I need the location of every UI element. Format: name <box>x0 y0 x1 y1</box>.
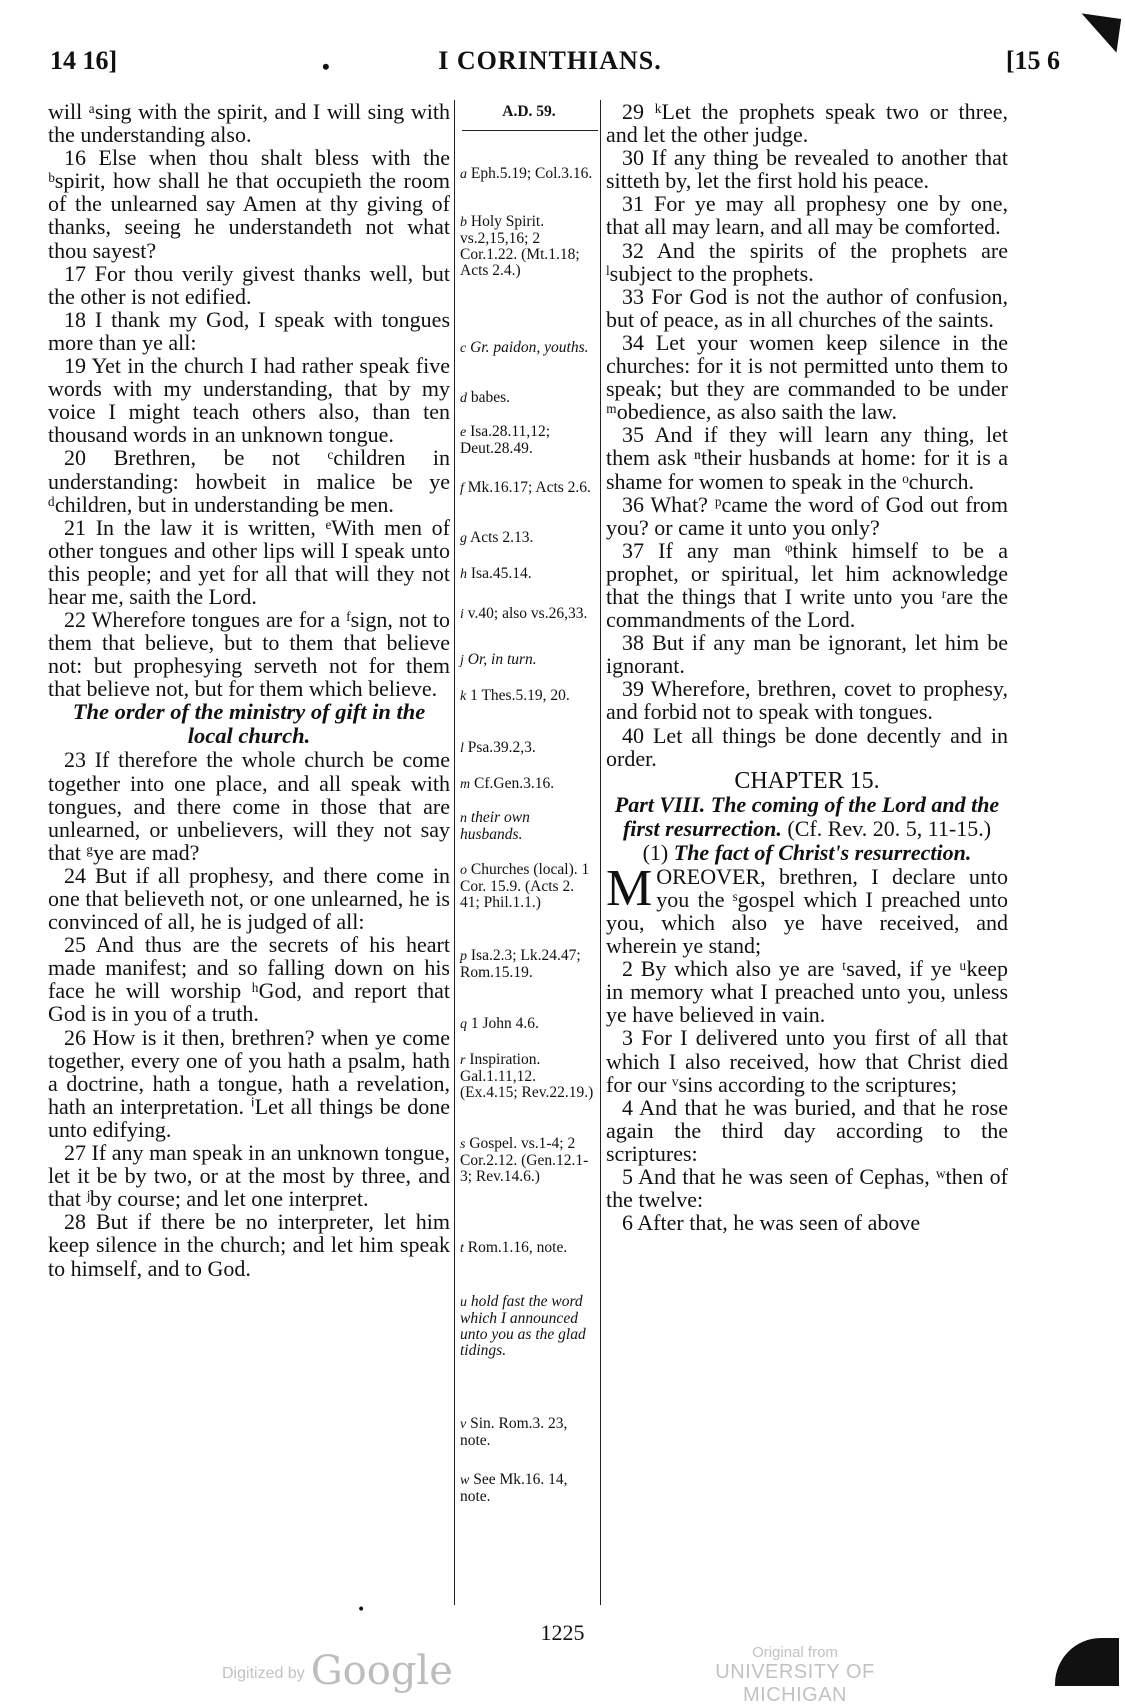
reference-note: j Or, in turn. <box>460 651 537 668</box>
digitized-by-label: Digitized by <box>222 1665 305 1682</box>
reference-note: w See Mk.16. 14, note. <box>460 1471 568 1505</box>
verse-paragraph: 17 For thou verily givest thanks well, but the other is not edified. <box>48 260 450 309</box>
book-title: I CORINTHIANS. <box>438 46 662 75</box>
verse-paragraph: 29 ᵏLet the prophets speak two or three, and let the other judge. <box>606 99 1008 148</box>
verse-paragraph: 39 Wherefore, brethren, covet to prophesy, and forbid not to speak with tongues. <box>606 676 1008 725</box>
reference-note: v Sin. Rom.3. 23, note. <box>460 1415 568 1449</box>
verse-paragraph: 2 By which also ye are ᵗsaved, if ye ᵘkeep in memory what I preached unto you, unless ye have believed in vain. <box>606 956 1008 1028</box>
digitized-by-watermark <box>222 1648 453 1694</box>
verse-paragraph: 19 Yet in the church I had rather speak five words with my understanding, that by my voice I might teach others also, than ten thousand words in an unknown tongue. <box>48 353 450 448</box>
verse-paragraph: 31 For ye may all prophesy one by one, that all may learn, and all may be comforted. <box>606 191 1008 240</box>
verse-paragraph: 37 If any man ᵠthink himself to be a prophet, or spiritual, let him acknowledge that the things that I write unto you ʳare the commandments of the Lord. <box>606 537 1008 633</box>
verse-paragraph: 27 If any man speak in an unknown tongue, let it be by two, or at the most by three, and that ʲby course; and let one interpret. <box>48 1140 450 1212</box>
running-header <box>40 46 1060 86</box>
page-corner-mark-top <box>1077 13 1121 52</box>
university-name: UNIVERSITY OF MICHIGAN <box>715 1661 875 1706</box>
verse-paragraph: 32 And the spirits of the prophets are ˡsubject to the prophets. <box>606 237 1008 286</box>
reference-note: m Cf.Gen.3.16. <box>460 775 555 792</box>
reference-note: i v.40; also vs.26,33. <box>460 605 588 622</box>
reference-note: e Isa.28.11,12; Deut.28.49. <box>460 423 551 457</box>
column-rule-left <box>454 100 455 1605</box>
verse-paragraph: 20 Brethren, be not ᶜchildren in understanding: howbeit in malice be ye ᵈchildren, but in understanding be men. <box>48 445 450 517</box>
date-label: A.D. 59. <box>502 103 556 120</box>
subsection-title: The fact of Christ's resurrection. <box>673 839 972 865</box>
verse-paragraph: 34 Let your women keep silence in the churches: for it is not permitted unto them to speak; but they are commanded to be under ᵐobedience, as also saith the law. <box>606 329 1008 425</box>
reference-note: t Rom.1.16, note. <box>460 1239 568 1256</box>
verse-paragraph: 21 In the law it is written, ᵉWith men of other tongues and other lips will I speak unto this people; and yet for all that will they not hear me, saith the Lord. <box>48 514 450 609</box>
column-rule-right <box>600 100 601 1605</box>
part-heading <box>606 793 1008 841</box>
section-heading: The order of the ministry of gift in the local church. <box>72 699 426 749</box>
reference-note: s Gospel. vs.1-4; 2 Cor.2.12. (Gen.12.1-3; Rev.14.6.) <box>460 1135 589 1185</box>
header-dot: • <box>322 54 330 79</box>
drop-cap-letter: M <box>606 859 653 917</box>
subsection-number: (1) <box>642 839 669 865</box>
verse-paragraph: 38 But if any man be ignorant, let him be ignorant. <box>606 630 1008 679</box>
reference-note: l Psa.39.2,3. <box>460 739 536 756</box>
verse-paragraph: 23 If therefore the whole church be come together into one place, and all speak with tongues, and there come in those that are unlearned, or unbelievers, will they not say that ᵍye are mad? <box>48 747 450 865</box>
reference-note: g Acts 2.13. <box>460 529 534 546</box>
reference-note: f Mk.16.17; Acts 2.6. <box>460 479 591 496</box>
reference-note: o Churches (local). 1 Cor. 15.9. (Acts 2. 41; Phil.1.1.) <box>460 861 590 911</box>
subsection-heading <box>606 841 1008 865</box>
verse-paragraph: 36 What? ᵖcame the word of God out from you? or came it unto you only? <box>606 491 1008 540</box>
verse-paragraph: 40 Let all things be done decently and in order. <box>606 722 1008 771</box>
reference-note: c Gr. paidon, youths. <box>460 339 589 356</box>
verse-paragraph: 5 And that he was seen of Cephas, ʷthen of the twelve: <box>606 1164 1008 1213</box>
verse-paragraph: 6 After that, he was seen of above <box>622 1210 921 1236</box>
chapter-heading: CHAPTER 15. <box>734 767 880 794</box>
date-rule <box>462 130 598 131</box>
verse-paragraph: 30 If any thing be revealed to another that sitteth by, let the first hold his peace. <box>606 145 1008 194</box>
verse-paragraph: 28 But if there be no interpreter, let him keep silence in the church; and let him speak to himself, and to God. <box>48 1209 450 1281</box>
verse-paragraph: 26 How is it then, brethren? when ye come together, every one of you hath a psalm, hath a doctrine, hath a tongue, hath a revelation, hath an interpretation. ⁱLet all things be done unto edifying. <box>48 1024 450 1142</box>
google-logo: Google <box>310 1648 453 1694</box>
reference-note: q 1 John 4.6. <box>460 1015 539 1032</box>
reference-note: n their own husbands. <box>460 809 530 843</box>
verse-paragraph: 25 And thus are the secrets of his heart made manifest; and so falling down on his face he will worship ʰGod, and report that God is in you of a truth. <box>48 932 450 1027</box>
reference-note: a Eph.5.19; Col.3.16. <box>460 165 593 182</box>
page-number: 1225 <box>540 1620 585 1645</box>
reference-note: k 1 Thes.5.19, 20. <box>460 687 570 704</box>
first-verse-text: OREOVER, brethren, I declare unto you the ˢgospel which I preached unto you, which also ye have received, and wherein ye stand; <box>606 863 1008 959</box>
original-from-watermark <box>665 1644 925 1707</box>
verse-paragraph: 35 And if they will learn any thing, let them ask ⁿtheir husbands at home: for it is a shame for women to speak in the ᵒchurch. <box>606 422 1008 494</box>
original-from-label: Original from <box>752 1644 838 1661</box>
verse-paragraph: will ᵃsing with the spirit, and I will sing with the understanding also. <box>48 99 450 148</box>
verse-paragraph: 16 Else when thou shalt bless with the ᵇspirit, how shall he that occupieth the room of the unlearned say Amen at thy giving of thanks, seeing he understandeth not what thou sayest? <box>48 145 450 263</box>
reference-note: r Inspiration. Gal.1.11,12. (Ex.4.15; Rev.22.19.) <box>460 1051 594 1101</box>
first-verse <box>606 859 1008 959</box>
header-verse-range-right: [15 6 <box>1005 46 1060 75</box>
verse-paragraph: 22 Wherefore tongues are for a ᶠsign, not to them that believe, but to them that believe not: but prophesying serveth not for them that believe not, but for them which believe. <box>48 607 450 702</box>
part-heading-text: Part VIII. The coming of the Lord and the first resurrection. <box>614 791 1000 841</box>
reference-note: b Holy Spirit. vs.2,15,16; 2 Cor.1.22. (Mt.1.18; Acts 2.4.) <box>460 213 580 279</box>
left-text-column <box>48 100 450 1280</box>
reference-note: u hold fast the word which I announced unto you as the glad tidings. <box>460 1293 586 1359</box>
right-text-column <box>606 100 1008 1234</box>
header-verse-range-left: 14 16] <box>50 46 118 75</box>
reference-note: h Isa.45.14. <box>460 565 532 582</box>
part-cross-reference: (Cf. Rev. 20. 5, 11-15.) <box>787 815 992 841</box>
reference-note: p Isa.2.3; Lk.24.47; Rom.15.19. <box>460 947 581 981</box>
verse-paragraph: 4 And that he was buried, and that he rose again the third day according to the scriptures: <box>606 1094 1008 1166</box>
verse-paragraph: 3 For I delivered unto you first of all that which I also received, how that Christ died for our ᵛsins according to the scriptures; <box>606 1025 1008 1097</box>
reference-note: d babes. <box>460 389 511 406</box>
verse-paragraph: 24 But if all prophesy, and there come in one that believeth not, or one unlearned, he is convinced of all, he is judged of all: <box>48 862 450 935</box>
verse-paragraph: 18 I thank my God, I speak with tongues more than ye all: <box>48 306 450 355</box>
verse-paragraph: 33 For God is not the author of confusion, but of peace, as in all churches of the saints. <box>606 283 1008 332</box>
ink-dot: • <box>357 1602 366 1618</box>
